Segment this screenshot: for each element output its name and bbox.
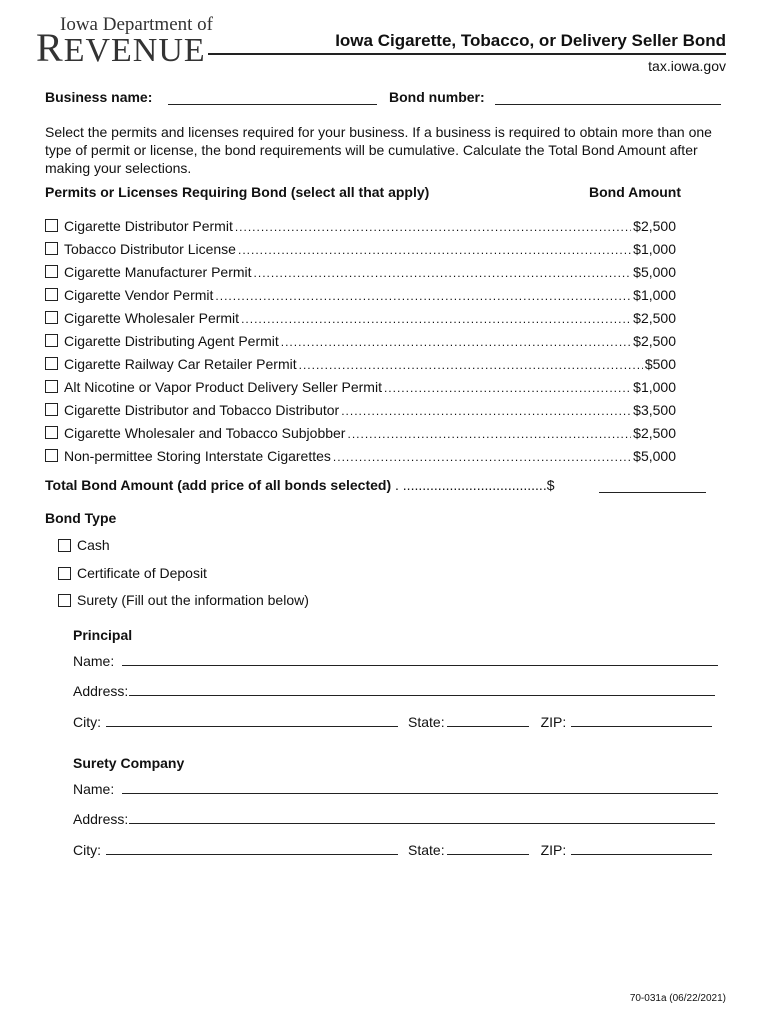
leader-dots: [241, 310, 631, 326]
surety-city-label: City:: [73, 842, 101, 858]
checkbox[interactable]: [58, 539, 71, 552]
surety-zip-label: ZIP:: [540, 842, 567, 858]
website-url: tax.iowa.gov: [648, 58, 726, 74]
checkbox[interactable]: [45, 403, 58, 416]
leader-dots: [254, 264, 632, 280]
permit-name: Cigarette Distributing Agent Permit: [64, 333, 279, 349]
checkbox[interactable]: [45, 288, 58, 301]
principal-city-field[interactable]: [106, 725, 398, 727]
surety-city-row: [73, 842, 712, 858]
bond-type-option-surety[interactable]: [58, 592, 309, 608]
permit-name: Cigarette Distributor Permit: [64, 218, 233, 234]
principal-zip-field[interactable]: [571, 725, 712, 727]
checkbox[interactable]: [45, 380, 58, 393]
permit-row[interactable]: [45, 310, 676, 333]
leader-dots: [299, 356, 643, 372]
permits-heading: Permits or Licenses Requiring Bond (select all that apply): [45, 184, 430, 200]
surety-city-field[interactable]: [106, 853, 398, 855]
instructions-paragraph: Select the permits and licenses required for your business. If a business is required to obtain more than one type of permit or license, the bond requirements will be cumulative. Calculate the Total Bond Amount after making your selections.: [45, 124, 712, 176]
surety-name-label: Name:: [73, 781, 115, 797]
permit-row[interactable]: [45, 241, 676, 264]
checkbox[interactable]: [45, 265, 58, 278]
principal-heading: Principal: [73, 627, 133, 643]
surety-address-label: Address:: [73, 811, 129, 827]
permit-name: Cigarette Wholesaler Permit: [64, 310, 240, 326]
permit-name: Cigarette Manufacturer Permit: [64, 264, 252, 280]
principal-address-row: [73, 683, 715, 699]
checkbox[interactable]: [45, 426, 58, 439]
checkbox[interactable]: [45, 334, 58, 347]
option-label: Cash: [77, 537, 110, 553]
permit-name: Non-permittee Storing Interstate Cigarettes: [64, 448, 331, 464]
surety-address-row: [73, 811, 715, 827]
principal-name-row: [73, 653, 718, 669]
surety-zip-field[interactable]: [571, 853, 712, 855]
permit-row[interactable]: [45, 264, 676, 287]
total-bond-label: Total Bond Amount (add price of all bonds selected): [45, 477, 392, 493]
permit-row[interactable]: [45, 287, 676, 310]
option-label: Surety (Fill out the information below): [77, 592, 309, 608]
form-title: Iowa Cigarette, Tobacco, or Delivery Seller Bond: [335, 31, 726, 50]
logo-rest: EVENUE: [63, 32, 206, 69]
checkbox[interactable]: [45, 357, 58, 370]
logo-wordmark: [36, 24, 206, 71]
total-bond-leader: . .....................................$: [395, 477, 555, 493]
checkbox[interactable]: [45, 311, 58, 324]
permit-row[interactable]: [45, 356, 676, 379]
total-bond-row: [45, 477, 555, 493]
bond-number-field[interactable]: [495, 104, 721, 105]
principal-city-row: [73, 714, 712, 730]
surety-company-heading: Surety Company: [73, 755, 185, 771]
surety-name-field[interactable]: [122, 792, 718, 794]
checkbox[interactable]: [45, 242, 58, 255]
bond-amount-heading: Bond Amount: [589, 184, 682, 200]
permit-row[interactable]: [45, 402, 676, 425]
surety-state-label: State:: [408, 842, 445, 858]
leader-dots: [341, 402, 631, 418]
checkbox[interactable]: [58, 567, 71, 580]
permit-amount: $1,000: [633, 287, 676, 303]
header-rule: [208, 53, 726, 55]
surety-state-field[interactable]: [447, 853, 529, 855]
permit-amount: $1,000: [633, 241, 676, 257]
business-name-label: Business name:: [45, 89, 153, 105]
principal-address-label: Address:: [73, 683, 129, 699]
principal-state-label: State:: [408, 714, 445, 730]
permit-amount: $500: [644, 356, 676, 372]
permit-name: Cigarette Distributor and Tobacco Distributor: [64, 402, 340, 418]
logo-initial: R: [36, 25, 64, 70]
permit-amount: $2,500: [633, 425, 676, 441]
permit-amount: $5,000: [633, 264, 676, 280]
permit-row[interactable]: [45, 379, 676, 402]
permit-name: Alt Nicotine or Vapor Product Delivery Seller Permit: [64, 379, 382, 395]
principal-address-field[interactable]: [129, 694, 715, 696]
permit-amount: $2,500: [633, 218, 676, 234]
permit-row[interactable]: [45, 425, 676, 448]
bond-number-label: Bond number:: [389, 89, 485, 105]
principal-zip-label: ZIP:: [540, 714, 567, 730]
leader-dots: [333, 448, 631, 464]
checkbox[interactable]: [58, 594, 71, 607]
principal-city-label: City:: [73, 714, 101, 730]
permit-row[interactable]: [45, 333, 676, 356]
permit-row[interactable]: [45, 218, 676, 241]
permit-amount: $2,500: [633, 333, 676, 349]
permit-row[interactable]: [45, 448, 676, 471]
business-name-field[interactable]: [168, 104, 377, 105]
permit-amount: $5,000: [633, 448, 676, 464]
principal-name-label: Name:: [73, 653, 115, 669]
checkbox[interactable]: [45, 219, 58, 232]
principal-state-field[interactable]: [447, 725, 529, 727]
bond-type-option-cash[interactable]: [58, 537, 110, 553]
leader-dots: [384, 379, 631, 395]
checkbox[interactable]: [45, 449, 58, 462]
bond-type-option-certificate-of-deposit[interactable]: [58, 565, 207, 581]
permit-list: [45, 218, 676, 471]
total-bond-field[interactable]: [599, 492, 706, 493]
permit-amount: $2,500: [633, 310, 676, 326]
permit-name: Cigarette Railway Car Retailer Permit: [64, 356, 297, 372]
leader-dots: [215, 287, 631, 303]
principal-name-field[interactable]: [122, 664, 718, 666]
bond-type-heading: Bond Type: [45, 510, 117, 526]
permit-name: Cigarette Vendor Permit: [64, 287, 214, 303]
leader-dots: [238, 241, 631, 257]
permit-amount: $3,500: [633, 402, 676, 418]
leader-dots: [281, 333, 631, 349]
form-number: 70-031a (06/22/2021): [629, 993, 726, 1004]
permit-name: Cigarette Wholesaler and Tobacco Subjobber: [64, 425, 346, 441]
leader-dots: [347, 425, 631, 441]
permit-name: Tobacco Distributor License: [64, 241, 236, 257]
leader-dots: [235, 218, 631, 234]
surety-name-row: [73, 781, 718, 797]
permit-amount: $1,000: [633, 379, 676, 395]
logo-subtitle: Iowa Department of: [60, 14, 213, 35]
surety-address-field[interactable]: [129, 822, 715, 824]
option-label: Certificate of Deposit: [77, 565, 207, 581]
